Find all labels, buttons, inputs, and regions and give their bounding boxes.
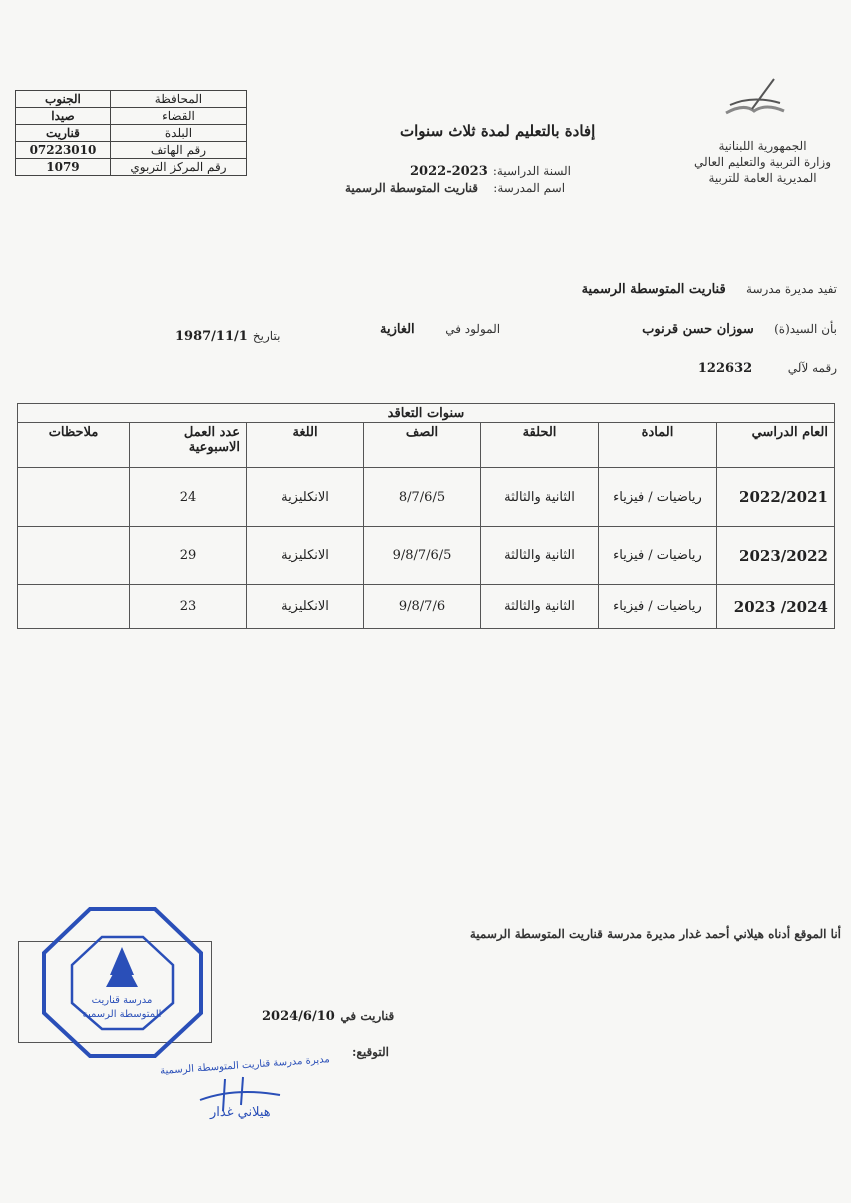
- column-header: المادة: [599, 423, 717, 468]
- id-label: رقمه لآلي: [787, 361, 837, 375]
- signature-title: مديرة مدرسة قناريت المتوسطة الرسمية: [159, 1054, 331, 1077]
- table-row: [18, 468, 835, 527]
- svg-text:مدرسة قناريت: مدرسة قناريت: [91, 995, 153, 1006]
- year-value: 2023-2022: [410, 164, 488, 179]
- place-date-label: قناريت في: [340, 1009, 395, 1023]
- cell-cycle: الثانية والثالثة: [481, 527, 599, 585]
- info-table: [15, 90, 247, 176]
- info-row: [16, 108, 247, 125]
- cell-subject: رياضيات / فيزياء: [599, 585, 717, 629]
- info-row: [16, 91, 247, 108]
- year-label: السنة الدراسية:: [492, 164, 572, 178]
- school-value: قناريت المتوسطة الرسمية: [345, 181, 479, 195]
- info-value: الجنوب: [16, 91, 111, 108]
- cell-hours: 24: [130, 468, 247, 527]
- school-label: اسم المدرسة:: [493, 181, 566, 195]
- date-label: بتاريخ: [252, 329, 281, 343]
- cell-class: 9/8/7/6: [364, 585, 481, 629]
- person-name: سوزان حسن قرنوب: [642, 322, 754, 337]
- column-header: الحلقة: [481, 423, 599, 468]
- cell-subject: رياضيات / فيزياء: [599, 468, 717, 527]
- signature-name: هيلاني غدار: [210, 1105, 271, 1120]
- column-header: عدد العمل الاسبوعية: [130, 423, 247, 468]
- ministry-line: وزارة التربية والتعليم العالي: [694, 155, 831, 169]
- cell-notes: [18, 468, 130, 527]
- info-label: البلدة: [110, 125, 246, 142]
- cell-language: الانكليزية: [247, 585, 364, 629]
- info-row: [16, 159, 247, 176]
- cell-hours: 23: [130, 585, 247, 629]
- cell-subject: رياضيات / فيزياء: [599, 527, 717, 585]
- cell-class: 9/8/7/6/5: [364, 527, 481, 585]
- info-label: رقم الهاتف: [110, 142, 246, 159]
- info-value: قناريت: [16, 125, 111, 142]
- column-header: الصف: [364, 423, 481, 468]
- table-header-row: [18, 423, 835, 468]
- ministry-header: [694, 138, 831, 186]
- info-row: [16, 125, 247, 142]
- column-header: العام الدراسي: [717, 423, 835, 468]
- place-date: 2024/6/10: [262, 1009, 335, 1024]
- born-place: الغازية: [380, 322, 415, 337]
- ministry-logo-icon: [722, 75, 786, 125]
- cell-year: 2022/2021: [717, 468, 835, 527]
- info-row: [16, 142, 247, 159]
- cell-hours: 29: [130, 527, 247, 585]
- table-row: [18, 585, 835, 629]
- line1-prefix: تفيد مديرة مدرسة: [746, 282, 837, 296]
- table-title: سنوات التعاقد: [18, 404, 835, 423]
- birth-date: 1987/11/1: [175, 329, 248, 344]
- table-row: [18, 527, 835, 585]
- line2-prefix: بأن السيد(ة): [774, 322, 837, 336]
- cell-cycle: الثانية والثالثة: [481, 468, 599, 527]
- info-label: المحافظة: [110, 91, 246, 108]
- ministry-line: الجمهورية اللبنانية: [718, 139, 807, 153]
- info-value: صيدا: [16, 108, 111, 125]
- info-value: 1079: [16, 159, 111, 176]
- cell-cycle: الثانية والثالثة: [481, 585, 599, 629]
- cell-language: الانكليزية: [247, 468, 364, 527]
- id-value: 122632: [697, 361, 753, 376]
- info-label: القضاء: [110, 108, 246, 125]
- declaration: أنا الموقع أدناه هيلاني أحمد غدار مديرة مدرسة قناريت المتوسطة الرسمية: [469, 927, 841, 941]
- column-header: اللغة: [247, 423, 364, 468]
- signature-label: التوقيع:: [352, 1045, 389, 1059]
- official-stamp: [40, 905, 205, 1060]
- document-title: إفادة بالتعليم لمدة ثلاث سنوات: [400, 122, 596, 140]
- cell-year: 2023/2022: [717, 527, 835, 585]
- born-label: المولود في: [445, 322, 501, 336]
- cell-notes: [18, 527, 130, 585]
- cell-notes: [18, 585, 130, 629]
- cell-language: الانكليزية: [247, 527, 364, 585]
- column-header: ملاحظات: [18, 423, 130, 468]
- line1-school: قناريت المتوسطة الرسمية: [581, 282, 726, 297]
- info-value: 07223010: [16, 142, 111, 159]
- ministry-line: المديرية العامة للتربية: [708, 171, 817, 185]
- cell-class: 8/7/6/5: [364, 468, 481, 527]
- contract-table: [17, 403, 835, 629]
- svg-text:المتوسطة الرسمية: المتوسطة الرسمية: [82, 1009, 162, 1020]
- info-label: رقم المركز التربوي: [110, 159, 246, 176]
- cell-year: 2024/ 2023: [717, 585, 835, 629]
